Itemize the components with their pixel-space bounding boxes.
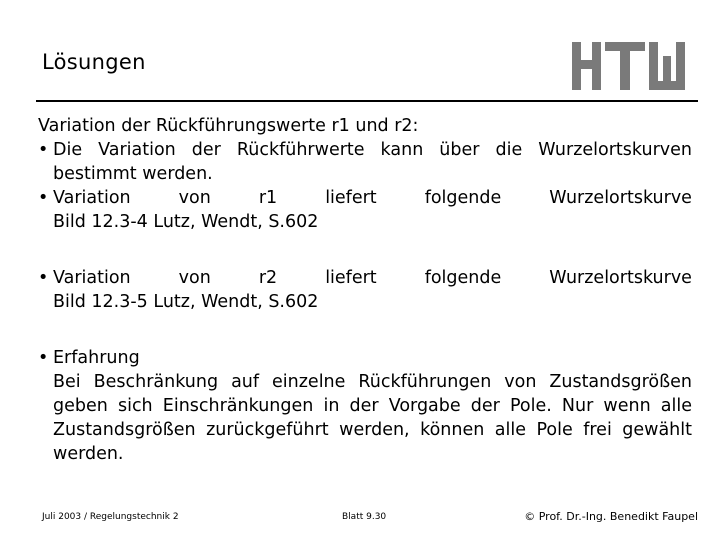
title-divider: [36, 100, 698, 102]
bullet-line-1: [53, 186, 692, 210]
word: Variation: [53, 268, 131, 288]
bullet-item-4: [38, 346, 692, 466]
bullet-line-1: [53, 266, 692, 290]
word: folgende: [424, 188, 502, 208]
word: von: [178, 188, 211, 208]
word: Wurzelortskurve: [549, 268, 692, 288]
bullet-item-2: [38, 186, 692, 234]
word: liefert: [325, 188, 377, 208]
bullet-marker: •: [38, 268, 49, 288]
word: Wurzelortskurve: [549, 188, 692, 208]
bullet-marker: •: [38, 188, 49, 208]
footer-page-number: Blatt 9.30: [342, 512, 387, 522]
word: r1: [258, 188, 278, 208]
footer-date-course: Juli 2003 / Regelungstechnik 2: [42, 512, 179, 522]
bullet-item-3: [38, 266, 692, 314]
intro-text: Variation der Rückführungswerte r1 und r2:: [38, 116, 419, 136]
word: r2: [258, 268, 278, 288]
htw-logo: [572, 42, 692, 90]
bullet-reference: Bild 12.3-4 Lutz, Wendt, S.602: [53, 212, 319, 232]
bullet-reference: Bild 12.3-5 Lutz, Wendt, S.602: [53, 292, 319, 312]
bullet-text: Die Variation der Rückführwerte kann über die Wurzelortskurven bestimmt werden.: [53, 140, 692, 184]
slide-body: [38, 114, 692, 466]
word: Variation: [53, 188, 131, 208]
word: von: [178, 268, 211, 288]
bullet-text: Bei Beschränkung auf einzelne Rückführungen von Zustandsgrößen geben sich Einschränkungen in der Vorgabe der Pole. Nur wenn alle Zustandsgrößen zurückgeführt werden, können alle Pole frei gewählt werden.: [53, 372, 692, 464]
bullet-heading: Erfahrung: [53, 348, 140, 368]
footer-copyright: © Prof. Dr.-Ing. Benedikt Faupel: [524, 510, 698, 523]
word: liefert: [325, 268, 377, 288]
slide-title: Lösungen: [42, 50, 146, 74]
word: folgende: [424, 268, 502, 288]
bullet-item-1: [38, 138, 692, 186]
bullet-marker: •: [38, 348, 49, 368]
bullet-marker: •: [38, 140, 49, 160]
